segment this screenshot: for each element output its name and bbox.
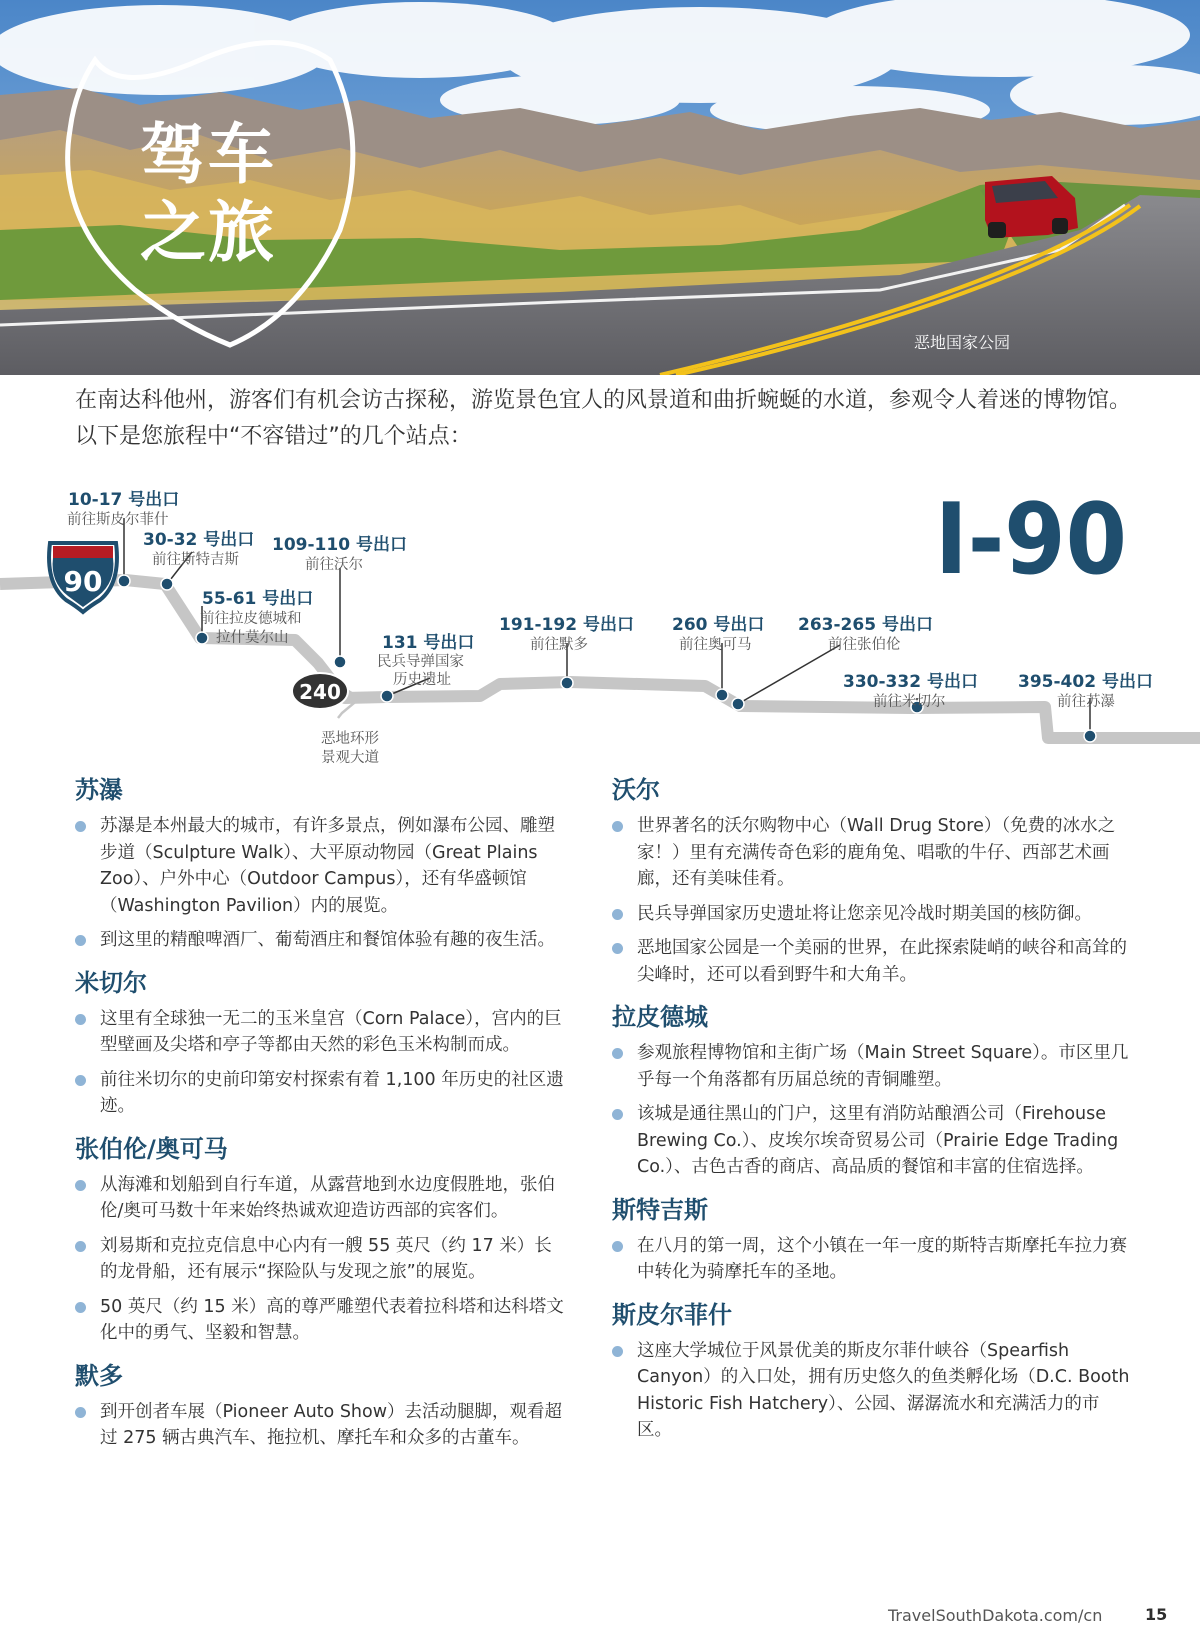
exit-label-263-265 xyxy=(798,614,933,653)
bullet-list xyxy=(75,1006,565,1120)
bullet-list xyxy=(75,1172,565,1347)
bullet-dot-icon xyxy=(612,943,623,954)
list-item xyxy=(75,1006,565,1059)
svg-text:330-332 号出口: 330-332 号出口 xyxy=(843,672,978,692)
list-item xyxy=(612,1233,1130,1286)
bullet-dot-icon xyxy=(75,1014,86,1025)
svg-text:263-265 号出口: 263-265 号出口 xyxy=(798,615,933,635)
list-item-text: 前往米切尔的史前印第安村探索有着 1,100 年历史的社区遗迹。 xyxy=(100,1069,564,1116)
highway-line xyxy=(0,580,1200,738)
exit-dot-10-17 xyxy=(118,575,130,587)
list-item xyxy=(612,1101,1130,1181)
exit-dot-263-265 xyxy=(732,698,744,710)
svg-text:前往奥可马: 前往奥可马 xyxy=(679,637,752,653)
list-item-text: 恶地国家公园是一个美丽的世界，在此探索陡峭的峡谷和高耸的尖峰时，还可以看到野牛和大角羊。 xyxy=(637,938,1127,985)
left-section xyxy=(75,1134,565,1347)
bullet-dot-icon xyxy=(75,1407,86,1418)
svg-text:260 号出口: 260 号出口 xyxy=(672,615,765,635)
list-item xyxy=(612,901,1130,928)
svg-text:10-17 号出口: 10-17 号出口 xyxy=(68,490,180,510)
bullet-list xyxy=(612,1040,1130,1181)
exit-dot-260 xyxy=(716,689,728,701)
interstate-90-shield-icon xyxy=(49,543,117,612)
exit-dot-131 xyxy=(381,690,393,702)
photo-caption: 恶地国家公园 xyxy=(913,333,1010,352)
list-item-text: 到开创者车展（Pioneer Auto Show）去活动腿脚，观看超过 275 辆古典汽车、拖拉机、摩托车和众多的古董车。 xyxy=(100,1401,563,1448)
svg-text:前往苏瀑: 前往苏瀑 xyxy=(1057,694,1115,710)
list-item-text: 民兵导弹国家历史遗址将让您亲见冷战时期美国的核防御。 xyxy=(637,903,1092,924)
intro-paragraph: 在南达科他州，游客们有机会访古探秘，游览景色宜人的风景道和曲折蜿蜒的水道，参观令人着迷的博物馆。以下是您旅程中“不容错过”的几个站点： xyxy=(75,388,1132,449)
exit-label-109-110 xyxy=(272,534,407,573)
svg-text:191-192 号出口: 191-192 号出口 xyxy=(499,615,634,635)
svg-text:前往拉皮德城和: 前往拉皮德城和 xyxy=(200,611,302,627)
list-item xyxy=(75,1233,565,1286)
svg-text:109-110 号出口: 109-110 号出口 xyxy=(272,535,407,555)
section-heading: 米切尔 xyxy=(75,968,147,997)
section-heading: 默多 xyxy=(75,1361,123,1390)
list-item xyxy=(612,1040,1130,1093)
hero-photo xyxy=(0,0,1200,375)
section-heading: 拉皮德城 xyxy=(612,1003,708,1031)
exit-dot-191-192 xyxy=(561,677,573,689)
exit-dot-30-32 xyxy=(161,578,173,590)
bullet-dot-icon xyxy=(75,935,86,946)
list-item xyxy=(75,1294,565,1347)
left-section xyxy=(75,1361,565,1452)
bullet-dot-icon xyxy=(75,1302,86,1313)
bullet-dot-icon xyxy=(75,1075,86,1086)
list-item-text: 这座大学城位于风景优美的斯皮尔菲什峡谷（Spearfish Canyon）的入口处，拥有历史悠久的鱼类孵化场（D.C. Booth Historic Fish Hatchery）、公园、潺潺流水和充满活力的市区。 xyxy=(637,1340,1130,1440)
svg-text:前往张伯伦: 前往张伯伦 xyxy=(828,637,901,653)
svg-text:历史遗址: 历史遗址 xyxy=(393,672,451,688)
svg-text:民兵导弹国家: 民兵导弹国家 xyxy=(377,654,464,670)
bullet-dot-icon xyxy=(612,1109,623,1120)
page-number: 15 xyxy=(1145,1605,1168,1624)
list-item xyxy=(612,813,1130,893)
list-item xyxy=(75,1172,565,1225)
svg-text:30-32 号出口: 30-32 号出口 xyxy=(143,530,255,550)
right-section xyxy=(612,1300,1130,1444)
list-item xyxy=(612,935,1130,988)
bullet-dot-icon xyxy=(612,821,623,832)
list-item xyxy=(75,1399,565,1452)
svg-text:131 号出口: 131 号出口 xyxy=(382,633,475,653)
exit-label-30-32 xyxy=(143,529,254,568)
svg-text:240: 240 xyxy=(299,680,341,704)
right-section xyxy=(612,775,1130,988)
svg-text:前往沃尔: 前往沃尔 xyxy=(305,557,363,573)
bullet-dot-icon xyxy=(612,909,623,920)
svg-text:55-61 号出口: 55-61 号出口 xyxy=(202,589,314,609)
right-column xyxy=(612,775,1130,1458)
bullet-list xyxy=(612,1233,1130,1286)
svg-text:395-402 号出口: 395-402 号出口 xyxy=(1018,672,1153,692)
section-heading: 苏瀑 xyxy=(75,776,123,804)
left-section xyxy=(75,775,565,954)
section-heading: 斯皮尔菲什 xyxy=(612,1300,732,1329)
section-heading: 沃尔 xyxy=(612,776,660,804)
list-item-text: 苏瀑是本州最大的城市，有许多景点，例如瀑布公园、雕塑步道（Sculpture Walk）、大平原动物园（Great Plains Zoo）、户外中心（Outdoor Campus），还有华盛顿馆（Washington Pavilion）内的展览。 xyxy=(100,816,555,916)
list-item-text: 在八月的第一周，这个小镇在一年一度的斯特吉斯摩托车拉力赛中转化为骑摩托车的圣地。 xyxy=(637,1235,1127,1282)
bullet-list xyxy=(612,1338,1130,1444)
i90-route-map xyxy=(0,488,1200,788)
right-section xyxy=(612,1002,1130,1181)
bullet-dot-icon xyxy=(75,1241,86,1252)
list-item-text: 该城是通往黑山的门户，这里有消防站酿酒公司（Firehouse Brewing Co.）、皮埃尔埃奇贸易公司（Prairie Edge Trading Co.）、古色古香的商店、高品质的餐馆和丰富的住宿选择。 xyxy=(637,1104,1119,1177)
list-item xyxy=(75,1067,565,1120)
right-section xyxy=(612,1195,1130,1286)
hero-title-line1: 驾车 xyxy=(140,116,276,193)
highway-label: I-90 xyxy=(934,488,1127,597)
list-item-text: 从海滩和划船到自行车道，从露营地到水边度假胜地，张伯伦/奥可马数十年来始终热诚欢迎造访西部的宾客们。 xyxy=(100,1174,555,1221)
section-heading: 张伯伦/奥可马 xyxy=(75,1134,228,1163)
section-heading: 斯特吉斯 xyxy=(612,1195,708,1224)
bullet-dot-icon xyxy=(75,1180,86,1191)
svg-text:前往斯特吉斯: 前往斯特吉斯 xyxy=(152,552,239,568)
exit-dot-109-110 xyxy=(334,656,346,668)
list-item xyxy=(75,813,565,919)
shield-number: 90 xyxy=(63,565,103,598)
exit-dot-55-61 xyxy=(196,632,208,644)
list-item xyxy=(75,927,565,954)
exit-dot-395-402 xyxy=(1084,730,1096,742)
bullet-dot-icon xyxy=(612,1241,623,1252)
svg-text:前往斯皮尔菲什: 前往斯皮尔菲什 xyxy=(67,512,169,528)
bullet-list xyxy=(612,813,1130,988)
list-item-text: 刘易斯和克拉克信息中心内有一艘 55 英尺（约 17 米）长的龙骨船，还有展示“探险队与发现之旅”的展览。 xyxy=(100,1235,552,1282)
bullet-dot-icon xyxy=(75,821,86,832)
footer-url[interactable]: TravelSouthDakota.com/cn xyxy=(888,1606,1103,1625)
svg-text:恶地环形: 恶地环形 xyxy=(321,731,379,747)
left-column xyxy=(75,775,565,1466)
list-item-text: 参观旅程博物馆和主街广场（Main Street Square）。市区里几乎每一个角落都有历届总统的青铜雕塑。 xyxy=(637,1043,1129,1090)
exit-label-260 xyxy=(672,614,764,653)
svg-text:前往米切尔: 前往米切尔 xyxy=(873,694,946,710)
list-item-text: 这里有全球独一无二的玉米皇宫（Corn Palace），宫内的巨型壁画及尖塔和亭子等都由天然的彩色玉米构制而成。 xyxy=(100,1008,562,1055)
exit-label-131 xyxy=(377,632,474,688)
bullet-dot-icon xyxy=(612,1048,623,1059)
svg-text:拉什莫尔山: 拉什莫尔山 xyxy=(216,630,289,646)
list-item xyxy=(612,1338,1130,1444)
exit-label-191-192 xyxy=(499,614,634,653)
route-240-badge xyxy=(292,673,348,709)
svg-text:景观大道: 景观大道 xyxy=(321,750,379,766)
left-section xyxy=(75,968,565,1120)
bullet-dot-icon xyxy=(612,1346,623,1357)
exit-label-10-17 xyxy=(67,489,179,528)
list-item-text: 世界著名的沃尔购物中心（Wall Drug Store）（免费的冰水之家！）里有充满传奇色彩的鹿角兔、唱歌的牛仔、西部艺术画廊，还有美味佳肴。 xyxy=(637,816,1116,889)
bullet-list xyxy=(75,1399,565,1452)
badlands-loop-label xyxy=(321,730,379,766)
hero-title-line2: 之旅 xyxy=(140,194,276,271)
list-item-text: 到这里的精酿啤酒厂、葡萄酒庄和餐馆体验有趣的夜生活。 xyxy=(100,930,555,950)
list-item-text: 50 英尺（约 15 米）高的尊严雕塑代表着拉科塔和达科塔文化中的勇气、坚毅和智慧。 xyxy=(100,1296,564,1343)
svg-text:前往默多: 前往默多 xyxy=(530,637,588,653)
bullet-list xyxy=(75,813,565,954)
